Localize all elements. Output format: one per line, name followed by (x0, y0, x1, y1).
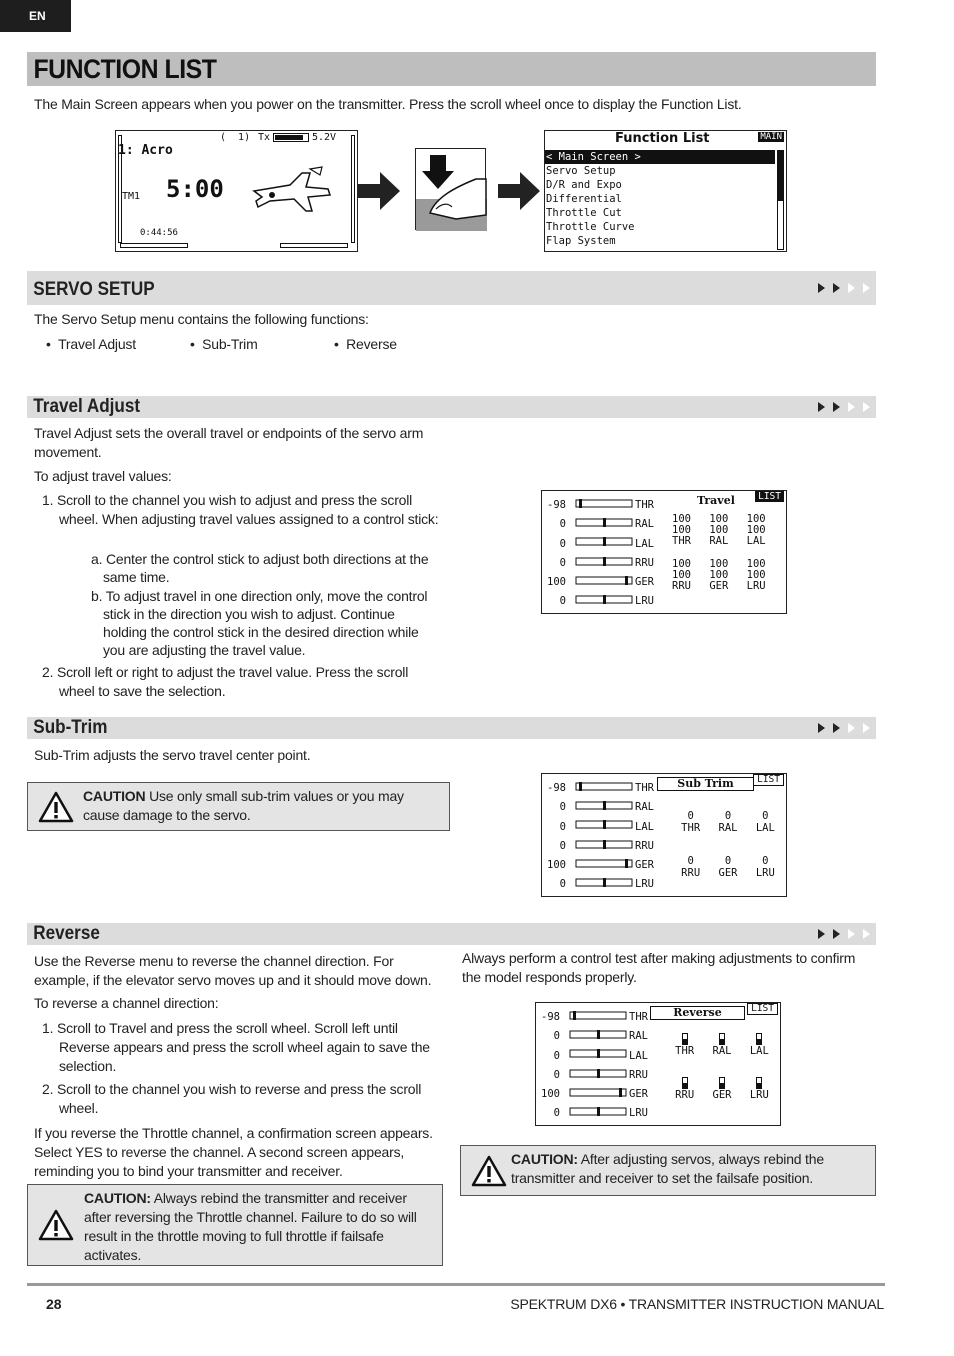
channel-name: THR (635, 782, 654, 794)
list-tag: LIST (753, 774, 784, 786)
language-label: EN (29, 9, 46, 23)
channel-values (536, 1008, 560, 1124)
reverse-right-text: Always perform a control test after making adjustments to confirm the model responds properly. (462, 950, 856, 985)
warning-icon (471, 1155, 507, 1187)
channel-names (629, 1008, 648, 1124)
sub-trim-caution-text (83, 787, 433, 825)
channel-name: LAL (629, 1049, 648, 1062)
channel-value: 0 (553, 1107, 560, 1120)
screen-title: Reverse (650, 1006, 745, 1020)
channel-value: 0 (559, 518, 566, 531)
channel-name: LRU (635, 878, 654, 891)
grid-label: LRU (746, 580, 766, 592)
function-item[interactable]: Throttle Curve (546, 221, 635, 233)
section-arrows (818, 402, 870, 412)
channel-value: 0 (559, 820, 566, 833)
travel-step-1a: a. Center the control stick to adjust both directions at the same time. (91, 551, 429, 585)
channel-value: 0 (559, 595, 566, 608)
function-item[interactable]: Differential (546, 193, 622, 205)
list-tag: LIST (755, 491, 784, 502)
channel-name: GER (635, 859, 654, 872)
footer-title: SPEKTRUM DX6 • TRANSMITTER INSTRUCTION MANUAL (510, 1296, 884, 1312)
caution-label: CAUTION (83, 788, 146, 804)
bullet-item: • Sub-Trim (190, 336, 258, 352)
bullet-text: Travel Adjust (58, 336, 136, 352)
grid-value[interactable]: 100 (746, 524, 766, 536)
reverse-note: If you reverse the Throttle channel, a confirmation screen appears. Select YES to reverse the channel. A second screen appears, reminding you to bind your transmitter and receiver. (34, 1125, 433, 1179)
grid-value[interactable]: 100 (746, 513, 766, 525)
channel-name: THR (635, 499, 654, 511)
travel-lcd (541, 490, 787, 614)
servo-caution-text (511, 1150, 866, 1188)
bullet-item: • Travel Adjust (46, 336, 136, 352)
grid-value[interactable]: 100 (746, 569, 766, 581)
grid-label: LAL (755, 822, 775, 834)
caution-body: Use only small sub-trim values or you may cause damage to the servo. (83, 788, 404, 823)
channel-bars (568, 1009, 628, 1125)
trim-bar-bottom-left (120, 243, 188, 248)
reverse-toggle-icon[interactable] (756, 1033, 762, 1045)
tx-label: Tx (258, 132, 271, 143)
main-tag: MAIN (760, 132, 782, 142)
travel-adjust-desc: Travel Adjust sets the overall travel or endpoints of the servo arm movement. (34, 425, 424, 460)
reverse-label: To reverse a channel direction: (34, 995, 219, 1011)
channel-value: 0 (559, 537, 566, 550)
caution-label: CAUTION: (511, 1151, 578, 1167)
function-list-lcd (544, 130, 787, 252)
travel-adjust-heading: Travel Adjust (33, 396, 141, 417)
section-arrows (818, 929, 870, 939)
grid-value[interactable]: 100 (672, 558, 691, 570)
channel-values (542, 496, 566, 612)
reverse-step-1: 1. Scroll to Travel and press the scroll wheel. Scroll left until Reverse appears and press the scroll wheel again to save the selection. (42, 1020, 430, 1074)
reverse-toggle-icon[interactable] (719, 1033, 725, 1045)
grid-label: THR (681, 822, 701, 834)
reverse-toggle-icon[interactable] (682, 1033, 688, 1045)
reverse-heading: Reverse (33, 923, 100, 944)
channel-name: RRU (635, 556, 654, 569)
grid-label: RRU (675, 1089, 695, 1101)
grid-label: THR (672, 535, 691, 547)
arrow-right-icon (358, 172, 400, 210)
reverse-grid-top (666, 1033, 778, 1057)
section-arrows (818, 723, 870, 733)
travel-grid-top (672, 514, 784, 547)
language-tab (0, 0, 71, 32)
channel-name: THR (629, 1011, 648, 1023)
caution-body: Always rebind the transmitter and receiver after reversing the Throttle channel. Failure to do so will result in the throttle moving to full throttle if failsafe activates. (84, 1190, 417, 1263)
page-title-bar (27, 52, 876, 86)
channel-name: GER (635, 576, 654, 589)
channel-value: -98 (547, 782, 566, 794)
list-scrollbar[interactable] (777, 150, 784, 250)
grid-label: RRU (672, 580, 691, 592)
channel-value: 0 (559, 878, 566, 891)
channel-value: 0 (559, 801, 566, 814)
channel-name: RRU (635, 839, 654, 852)
grid-value[interactable]: 100 (746, 558, 766, 570)
grid-value[interactable]: 100 (672, 513, 691, 525)
grid-value[interactable]: 100 (672, 569, 691, 581)
reverse-step-2: 2. Scroll to the channel you wish to reverse and press the scroll wheel. (42, 1081, 422, 1116)
channel-value: 0 (559, 839, 566, 852)
channel-name: LAL (635, 820, 654, 833)
channel-name: LRU (635, 595, 654, 608)
servo-setup-desc: The Servo Setup menu contains the following functions: (34, 311, 369, 327)
clock-value: 0:44:56 (140, 228, 178, 238)
grid-label: GER (718, 867, 738, 879)
grid-label: LRU (755, 867, 775, 879)
grid-value[interactable]: 0 (724, 810, 732, 822)
reverse-caution-box (27, 1184, 443, 1266)
channel-name: RAL (635, 518, 654, 531)
channel-names (635, 779, 654, 895)
function-item[interactable]: Servo Setup (546, 165, 616, 177)
function-item[interactable]: Throttle Cut (546, 207, 622, 219)
channel-value: 0 (559, 556, 566, 569)
sub-trim-bar (27, 717, 876, 739)
channel-name: LAL (635, 537, 654, 550)
battery-icon (273, 133, 309, 142)
channel-value: 0 (553, 1049, 560, 1062)
servo-setup-heading: SERVO SETUP (33, 279, 155, 300)
grid-label: GER (709, 580, 729, 592)
reverse-toggle-icon[interactable] (719, 1077, 725, 1089)
channel-value: 0 (553, 1030, 560, 1043)
reverse-bar (27, 923, 876, 945)
travel-step-1: 1. Scroll to the channel you wish to adjust and press the scroll wheel. When adjusting travel values assigned to a control stick: (42, 492, 439, 527)
trim-bar-right (351, 135, 355, 243)
reverse-grid-bottom (666, 1077, 778, 1101)
function-item[interactable]: D/R and Expo (546, 179, 622, 191)
warning-icon (38, 791, 74, 823)
grid-value[interactable]: 100 (709, 569, 729, 581)
travel-adjust-label: To adjust travel values: (34, 468, 172, 484)
intro-text: The Main Screen appears when you power on the transmitter. Press the scroll wheel once to display the Function List. (34, 96, 742, 112)
grid-label: LAL (749, 1045, 769, 1057)
grid-value[interactable]: 0 (762, 810, 769, 822)
function-item[interactable]: Flap System (546, 235, 616, 247)
travel-adjust-bar (27, 396, 876, 418)
press-wheel-illustration (415, 148, 486, 230)
grid-value[interactable]: 100 (709, 513, 729, 525)
grid-value[interactable]: 0 (687, 855, 694, 867)
sub-trim-grid-top (672, 810, 784, 834)
channel-value: 100 (547, 859, 566, 872)
timer-value: 5:00 (166, 175, 224, 203)
section-arrows (818, 283, 870, 293)
grid-value[interactable]: 0 (724, 855, 732, 867)
grid-label: RAL (709, 535, 729, 547)
channel-name: LRU (629, 1107, 648, 1120)
grid-label: RAL (712, 1045, 732, 1057)
sub-trim-lcd (541, 773, 787, 897)
reverse-toggle-icon[interactable] (682, 1077, 688, 1089)
grid-value[interactable]: 100 (709, 524, 729, 536)
reverse-caution-text (84, 1189, 429, 1265)
trim-bar-bottom-right (280, 243, 348, 248)
reverse-toggle-icon[interactable] (756, 1077, 762, 1089)
trim-bar-left (118, 135, 122, 243)
caution-label: CAUTION: (84, 1190, 151, 1206)
bullet-text: Sub-Trim (202, 336, 258, 352)
sub-trim-grid-bottom (672, 855, 784, 879)
grid-label: LRU (749, 1089, 769, 1101)
grid-label: RAL (718, 822, 738, 834)
reverse-lcd (535, 1002, 781, 1126)
timer-label: TM1 (122, 191, 141, 202)
channel-value: -98 (541, 1011, 560, 1023)
main-screen-lcd (115, 130, 358, 252)
travel-step-2: 2. Scroll left or right to adjust the travel value. Press the scroll wheel to save the selection. (42, 664, 409, 699)
grid-label: GER (712, 1089, 732, 1101)
page-title: FUNCTION LIST (33, 54, 217, 84)
grid-value[interactable]: 100 (672, 524, 691, 536)
channel-name: RRU (629, 1068, 648, 1081)
sub-trim-desc: Sub-Trim adjusts the servo travel center point. (34, 747, 311, 763)
channel-bars (574, 780, 634, 896)
channel-value: -98 (547, 499, 566, 511)
model-index: ( 1) (220, 132, 251, 143)
channel-name: GER (629, 1088, 648, 1101)
channel-values (542, 779, 566, 895)
sub-trim-caution-box (27, 782, 450, 831)
grid-label: THR (675, 1045, 695, 1057)
sub-trim-heading: Sub-Trim (33, 717, 108, 738)
channel-value: 100 (547, 576, 566, 589)
bullet-text: Reverse (346, 336, 397, 352)
travel-step-1b: b. To adjust travel in one direction only, move the control stick in the direction you wish to adjust. Continue holding the control stick in the desired direction while you are adjusting the travel value. (91, 588, 428, 658)
function-item-selected[interactable]: < Main Screen > (546, 151, 641, 163)
servo-caution-box (460, 1145, 876, 1196)
screen-title: Sub Trim (657, 777, 754, 791)
grid-value[interactable]: 0 (687, 810, 694, 822)
caution-body: After adjusting servos, always rebind the transmitter and receiver to set the failsafe position. (511, 1151, 824, 1186)
channel-value: 0 (553, 1068, 560, 1081)
channel-bars (574, 497, 634, 613)
warning-icon (38, 1209, 74, 1241)
page-number: 28 (46, 1296, 62, 1312)
grid-value[interactable]: 100 (709, 558, 729, 570)
bullet-item: • Reverse (334, 336, 397, 352)
channel-name: RAL (629, 1030, 648, 1043)
list-tag: LIST (747, 1003, 778, 1015)
arrow-right-icon (498, 172, 540, 210)
voltage-readout: 5.2V (312, 132, 337, 143)
function-list-title: Function List (615, 131, 710, 146)
footer-divider (27, 1283, 885, 1286)
channel-value: 100 (541, 1088, 560, 1101)
travel-grid-bottom (672, 559, 784, 592)
servo-setup-bar (27, 271, 876, 305)
grid-label: RRU (681, 867, 701, 879)
grid-value[interactable]: 0 (762, 855, 769, 867)
airplane-icon (250, 165, 334, 219)
grid-label: LAL (746, 535, 766, 547)
model-name: 1: Acro (118, 143, 173, 158)
channel-names (635, 496, 654, 612)
reverse-desc: Use the Reverse menu to reverse the channel direction. For example, if the elevator servo moves up and it should move down. (34, 953, 432, 988)
screen-title: Travel (697, 494, 735, 507)
channel-name: RAL (635, 801, 654, 814)
